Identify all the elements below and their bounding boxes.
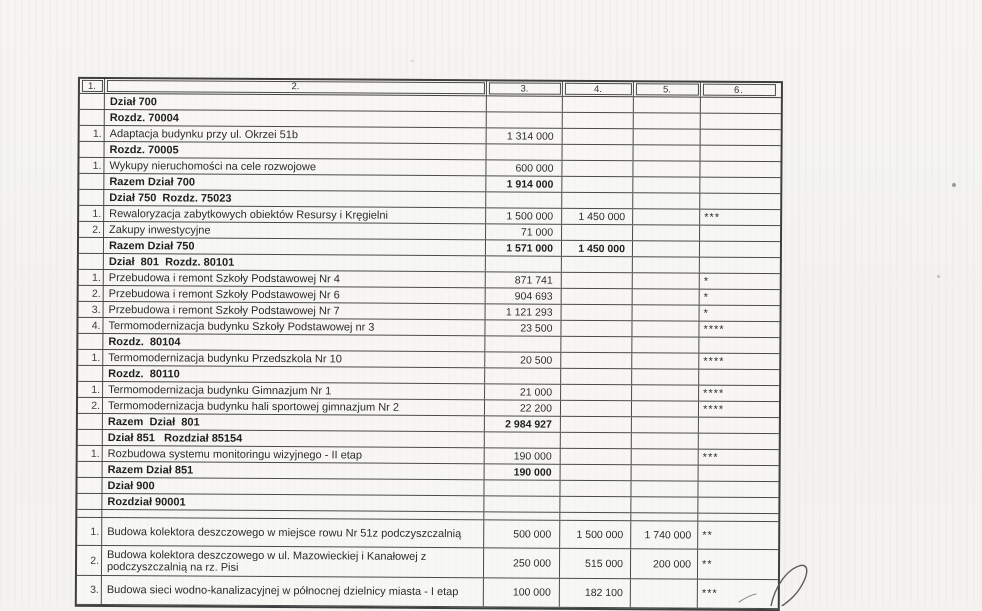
footnote-marker-cell: ***: [704, 211, 721, 224]
description-cell: Rozdz. 70004: [105, 110, 487, 127]
header-cell-col3: [487, 81, 563, 95]
row-number-cell: 2.: [77, 546, 102, 575]
row-number-cell: 1.: [79, 158, 104, 173]
amount-cell-col4: [561, 401, 632, 416]
footnote-marker-cell: [700, 226, 776, 241]
description-cell: Przebudowa i remont Szkoły Podstawowej Nr 6: [104, 286, 486, 303]
amount-cell-col4: [562, 273, 633, 288]
header-cell-label: 3.: [488, 82, 560, 94]
description-cell: Dział 700: [105, 94, 487, 111]
amount-cell-col5: [632, 385, 699, 400]
footnote-marker-cell: [698, 482, 774, 497]
amount-cell-col5: [631, 497, 698, 512]
description-cell: Rewaloryzacja zabytkowych obiektów Resursy i Kręgielni: [104, 206, 486, 223]
footnote-marker-cell: [701, 130, 777, 145]
amount-cell-col3: [486, 256, 562, 271]
description-cell: Dział 900: [102, 478, 484, 495]
amount-cell-col4: [562, 225, 633, 240]
amount-cell-col4: [561, 337, 632, 352]
footnote-marker-cell: ****: [702, 403, 725, 416]
amount-cell-col5: [633, 289, 700, 304]
footnote-marker-cell: [698, 514, 774, 521]
amount-cell-col4: [562, 305, 633, 320]
amount-cell-col5: [632, 321, 699, 336]
amount-cell-col3: 190 000: [485, 448, 561, 463]
header-cell-label: 6.: [702, 84, 775, 96]
amount-cell-col3: 871 741: [486, 272, 562, 287]
amount-cell-col5: [631, 481, 698, 496]
footnote-marker-cell: [699, 434, 775, 449]
description-cell: Dział 801 Rozdz. 80101: [104, 254, 486, 271]
header-cell-label: 1.: [81, 80, 102, 92]
footnote-marker-cell: **: [701, 558, 713, 571]
paper-speck: [952, 183, 956, 187]
footnote-marker-cell: [700, 194, 776, 209]
amount-cell-col4: [561, 369, 632, 384]
description-cell: Wykupy nieruchomości na cele rozwojowe: [104, 158, 486, 175]
amount-cell-col5: [632, 433, 699, 448]
header-cell-col1: [80, 79, 105, 93]
amount-cell-col3: [484, 496, 560, 511]
row-number-cell: 1.: [77, 518, 102, 545]
amount-cell-col5: [633, 305, 700, 320]
description-cell: Dział 851 Rozdział 85154: [103, 430, 485, 447]
footnote-marker-cell: [698, 498, 774, 513]
amount-cell-col4: [561, 353, 632, 368]
description-cell: Rozdz. 80110: [103, 366, 485, 383]
row-number-cell: 3.: [79, 302, 104, 317]
amount-cell-col5: 200 000: [631, 549, 698, 578]
amount-cell-col3: [485, 336, 561, 351]
amount-cell-col4: [561, 417, 632, 432]
amount-cell-col3: 600 000: [486, 160, 562, 175]
row-number-cell: 1.: [79, 206, 104, 221]
amount-cell-col4: [560, 497, 631, 512]
amount-cell-col5: [634, 129, 701, 144]
amount-cell-col4: 1 450 000: [562, 209, 633, 224]
header-cell-col2: [105, 79, 487, 95]
table-row: [77, 518, 778, 550]
description-cell: Dział 750 Rozdz. 75023: [104, 190, 486, 207]
row-number-cell: 2.: [79, 222, 104, 237]
description-cell: Razem Dział 851: [103, 462, 485, 479]
amount-cell-col4: 515 000: [560, 549, 631, 578]
row-number-cell: [79, 190, 104, 205]
amount-cell-col3: 500 000: [484, 520, 560, 547]
row-number-cell: [79, 254, 104, 269]
amount-cell-col4: [562, 161, 633, 176]
amount-cell-col5: [633, 257, 700, 272]
footnote-marker-cell: [699, 466, 775, 481]
description-cell: Rozdz. 70005: [105, 142, 487, 159]
row-number-cell: 1.: [80, 126, 105, 141]
description-cell: Termomodernizacja budynku Gimnazjum Nr 1: [103, 382, 485, 399]
description-cell: Termomodernizacja budynku Przedszkola Nr 10: [103, 350, 485, 367]
row-number-cell: 2.: [78, 398, 103, 413]
amount-cell-col5: [631, 513, 698, 520]
table-row: [77, 576, 778, 609]
footnote-marker-cell: *: [703, 291, 709, 304]
description-cell: Rozbudowa systemu monitoringu wizyjnego - II etap: [103, 446, 485, 463]
amount-cell-col3: 1 121 293: [486, 304, 562, 319]
description-cell: Budowa kolektora deszczowego w ul. Mazowieckiej i Kanałowej z podczyszczalnią na rz. Pisi: [102, 546, 484, 577]
amount-cell-col5: [632, 417, 699, 432]
amount-cell-col5: [632, 337, 699, 352]
amount-cell-col5: [633, 241, 700, 256]
row-number-cell: [77, 510, 102, 517]
row-number-cell: 1.: [78, 350, 103, 365]
amount-cell-col3: 1 914 000: [486, 176, 562, 191]
amount-cell-col4: 1 500 000: [560, 521, 631, 548]
amount-cell-col5: [634, 113, 701, 128]
description-cell: Budowa kolektora deszczowego w miejsce rowu Nr 51z podczyszczalnią: [102, 518, 484, 547]
row-number-cell: [80, 110, 105, 125]
description-cell: Przebudowa i remont Szkoły Podstawowej Nr 4: [104, 270, 486, 287]
footnote-marker-cell: [699, 338, 775, 353]
header-cell-label: 4.: [564, 83, 631, 95]
footnote-marker-cell: *: [703, 307, 709, 320]
amount-cell-col5: [632, 369, 699, 384]
amount-cell-col4: [562, 177, 633, 192]
row-number-cell: 4.: [78, 318, 103, 333]
amount-cell-col3: [485, 368, 561, 383]
amount-cell-col4: [561, 449, 632, 464]
row-number-cell: [80, 142, 105, 157]
amount-cell-col5: [632, 449, 699, 464]
footnote-marker-cell: [701, 98, 777, 113]
amount-cell-col3: 1 500 000: [486, 208, 562, 223]
amount-cell-col4: 1 450 000: [562, 241, 633, 256]
table-body: [77, 94, 781, 609]
amount-cell-col5: [633, 209, 700, 224]
amount-cell-col4: [562, 193, 633, 208]
paper-speck: [937, 275, 940, 278]
amount-cell-col4: [563, 113, 634, 128]
pen-stroke: [725, 540, 835, 606]
row-number-cell: [78, 366, 103, 381]
amount-cell-col5: 1 740 000: [631, 521, 698, 548]
footnote-marker-cell: ****: [703, 323, 725, 336]
amount-cell-col4: [562, 289, 633, 304]
amount-cell-col4: [561, 321, 632, 336]
description-cell: Adaptacja budynku przy ul. Okrzei 51b: [105, 126, 487, 143]
row-number-cell: [77, 494, 102, 509]
header-cell-col5: [634, 82, 701, 96]
amount-cell-col5: [633, 161, 700, 176]
amount-cell-col5: [633, 273, 700, 288]
amount-cell-col5: [632, 401, 699, 416]
footnote-marker-cell: ***: [701, 587, 718, 600]
row-number-cell: 1.: [79, 270, 104, 285]
amount-cell-col4: [562, 257, 633, 272]
amount-cell-col5: [634, 97, 701, 112]
row-number-cell: [80, 94, 105, 109]
row-number-cell: [78, 334, 103, 349]
amount-cell-col3: 21 000: [485, 384, 561, 399]
footnote-marker-cell: [699, 370, 775, 385]
amount-cell-col3: 250 000: [484, 548, 560, 577]
description-cell: Rozdział 90001: [102, 494, 484, 511]
footnote-marker-cell: [699, 418, 775, 433]
amount-cell-col4: [561, 385, 632, 400]
row-number-cell: [77, 478, 102, 493]
footnote-marker-cell: ****: [703, 387, 725, 400]
amount-cell-col3: [487, 96, 563, 111]
footnote-marker-cell: [700, 162, 776, 177]
header-cell-col6: [701, 83, 777, 97]
description-cell: Razem Dział 801: [103, 414, 485, 431]
amount-cell-col3: 23 500: [485, 320, 561, 335]
amount-cell-col3: 1 571 000: [486, 240, 562, 255]
amount-cell-col3: 904 693: [486, 288, 562, 303]
amount-cell-col3: 20 500: [485, 352, 561, 367]
description-cell: Termomodernizacja budynku Szkoły Podstawowej nr 3: [103, 318, 485, 335]
amount-cell-col4: [560, 481, 631, 496]
amount-cell-col4: [561, 433, 632, 448]
amount-cell-col4: [561, 465, 632, 480]
footnote-marker-cell: *: [703, 275, 710, 288]
description-cell: Razem Dział 700: [104, 174, 486, 191]
amount-cell-col3: [485, 432, 561, 447]
description-cell: Zakupy inwestycyjne: [104, 222, 486, 239]
amount-cell-col4: [563, 145, 634, 160]
amount-cell-col4: [560, 513, 631, 520]
amount-cell-col3: 1 314 000: [487, 128, 563, 143]
description-cell: Przebudowa i remont Szkoły Podstawowej Nr 7: [104, 302, 486, 319]
amount-cell-col4: [563, 129, 634, 144]
row-number-cell: [78, 430, 103, 445]
header-cell-col4: [563, 82, 634, 96]
footnote-marker-cell: [701, 114, 777, 129]
amount-cell-col3: [487, 144, 563, 159]
amount-cell-col3: [486, 192, 562, 207]
footnote-marker-cell: ***: [702, 451, 719, 464]
amount-cell-col3: 190 000: [485, 464, 561, 479]
amount-cell-col5: [631, 579, 698, 607]
description-cell: Budowa sieci wodno-kanalizacyjnej w północnej dzielnicy miasta - I etap: [102, 576, 484, 606]
footnote-marker-cell: [700, 178, 776, 193]
amount-cell-col5: [634, 145, 701, 160]
footnote-marker-cell: [700, 258, 776, 273]
table-row: [77, 546, 778, 580]
amount-cell-col4: [563, 97, 634, 112]
row-number-cell: 3.: [77, 576, 102, 604]
row-number-cell: 2.: [79, 286, 104, 301]
footnote-marker-cell: [700, 242, 776, 257]
row-number-cell: 1.: [78, 382, 103, 397]
row-number-cell: [78, 414, 103, 429]
amount-cell-col3: 71 000: [486, 224, 562, 239]
description-cell: Termomodernizacja budynku hali sportowej gimnazjum Nr 2: [103, 398, 485, 415]
footnote-marker-cell: [701, 146, 777, 161]
amount-cell-col3: [484, 480, 560, 495]
amount-cell-col5: [633, 177, 700, 192]
footnote-marker-cell: **: [702, 529, 713, 542]
amount-cell-col4: 182 100: [560, 579, 631, 607]
amount-cell-col3: [484, 512, 560, 519]
row-number-cell: 1.: [78, 446, 103, 461]
amount-cell-col5: [633, 225, 700, 240]
amount-cell-col3: 2 984 927: [485, 416, 561, 431]
amount-cell-col3: 100 000: [484, 578, 560, 606]
row-number-cell: [79, 174, 104, 189]
paper-speck: [411, 60, 414, 62]
header-cell-label: 2.: [106, 80, 484, 94]
footnote-marker-cell: ****: [703, 355, 725, 368]
row-number-cell: [79, 238, 104, 253]
description-cell: Rozdz. 80104: [103, 334, 485, 351]
description-cell: Razem Dział 750: [104, 238, 486, 255]
amount-cell-col3: 22 200: [485, 400, 561, 415]
budget-table: [75, 77, 783, 611]
amount-cell-col5: [633, 193, 700, 208]
amount-cell-col5: [632, 465, 699, 480]
header-cell-label: 5.: [635, 83, 698, 95]
amount-cell-col5: [632, 353, 699, 368]
amount-cell-col3: [487, 112, 563, 127]
row-number-cell: [78, 462, 103, 477]
